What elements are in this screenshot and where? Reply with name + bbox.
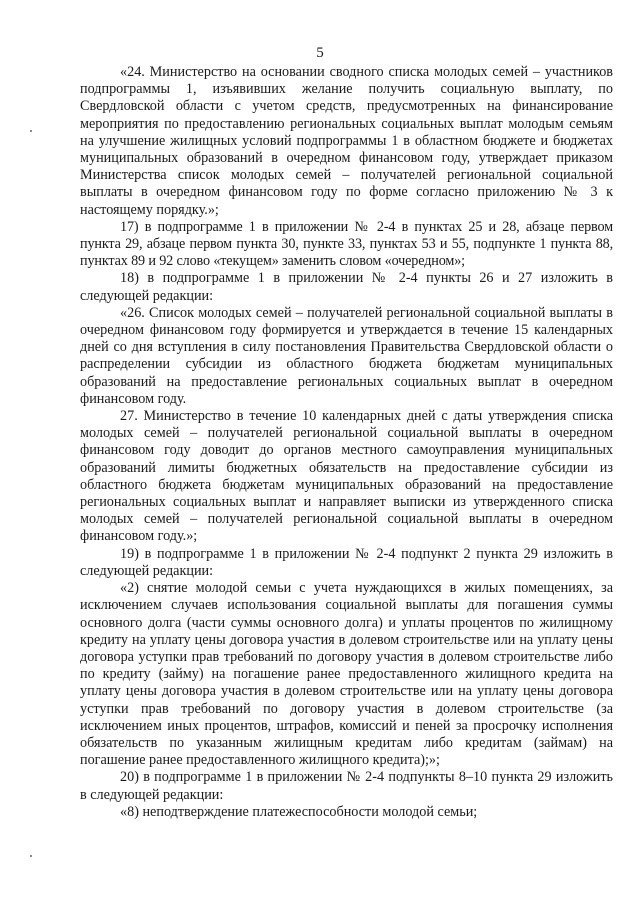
paragraph-amendment-18: 18) в подпрограмме 1 в приложении № 2-4 пункты 26 и 27 изложить в следующей редакции:: [80, 270, 613, 304]
page-number: 5: [316, 45, 324, 61]
paragraph-item-27: 27. Министерство в течение 10 календарных дней с даты утверждения списка молодых семей – получателей региональной социальной выплаты в очередном финансовом году доводит до органов местного самоуправления муниципальных образований лимиты бюджетных обязательств на предоставление субсидии из областного бюджета бюджетам муниципальных образований на предоставление региональных социальных выплат и направляет выписки из утвержденного списка молодых семей – получателей региональной социальной выплаты в очередном финансовом году.»;: [80, 408, 613, 545]
paragraph-amendment-17: 17) в подпрограмме 1 в приложении № 2-4 в пунктах 25 и 28, абзаце первом пункта 29, абзаце первом пункта 30, пункте 33, пунктах 53 и 55, подпункте 1 пункта 88, пунктах 89 и 92 слово «текущем» заменить словом «очередном»;: [80, 218, 613, 270]
paragraph-amendment-19: 19) в подпрограмме 1 в приложении № 2-4 подпункт 2 пункта 29 изложить в следующей редакции:: [80, 545, 613, 579]
scan-margin-mark: [30, 130, 32, 132]
paragraph-item-26: «26. Список молодых семей – получателей региональной социальной выплаты в очередном финансовом году формируется и утверждается в течение 15 календарных дней со дня вступления в силу постановления Правительства Свердловской области о распределении субсидии из областного бюджета бюджетам муниципальных образований на предоставление региональных социальных выплат в очередном финансовом году.: [80, 304, 613, 407]
document-body: [80, 64, 613, 821]
paragraph-amendment-20: 20) в подпрограмме 1 в приложении № 2-4 подпункты 8–10 пункта 29 изложить в следующей редакции:: [80, 769, 613, 803]
scan-margin-mark: [30, 855, 32, 857]
paragraph-item-24: «24. Министерство на основании сводного списка молодых семей – участников подпрограммы 1, изъявивших желание получить социальную выплату, по Свердловской области с учетом средств, предусмотренных на финансирование мероприятия по предоставлению региональных социальных выплат молодым семьям на улучшение жилищных условий подпрограммы 1 в областном бюджете и бюджетах муниципальных образований в очередном финансовом году, утверждает приказом Министерства список молодых семей – получателей региональной социальной выплаты в очередном финансовом году по форме согласно приложению № 3 к настоящему порядку.»;: [80, 64, 613, 218]
paragraph-subitem-8: «8) неподтверждение платежеспособности молодой семьи;: [120, 803, 478, 820]
paragraph-subitem-2: «2) снятие молодой семьи с учета нуждающихся в жилых помещениях, за исключением случаев использования социальной выплаты для погашения суммы основного долга (части суммы основного долга) и уплаты процентов по жилищному кредиту на уплату цены договора участия в долевом строительстве или на уплату цены договора уступки прав требований по договору участия в долевом строительстве либо по кредиту (займу) на погашение ранее предоставленного жилищного кредита на уплату цены договора участия в долевом строительстве или на уплату цены договора уступки прав требований по договору участия в долевом строительстве (за исключением иных процентов, штрафов, комиссий и пеней за просрочку исполнения обязательств по указанным жилищным кредитам либо кредитам (займам) на погашение ранее предоставленного жилищного кредита);»;: [80, 580, 613, 769]
